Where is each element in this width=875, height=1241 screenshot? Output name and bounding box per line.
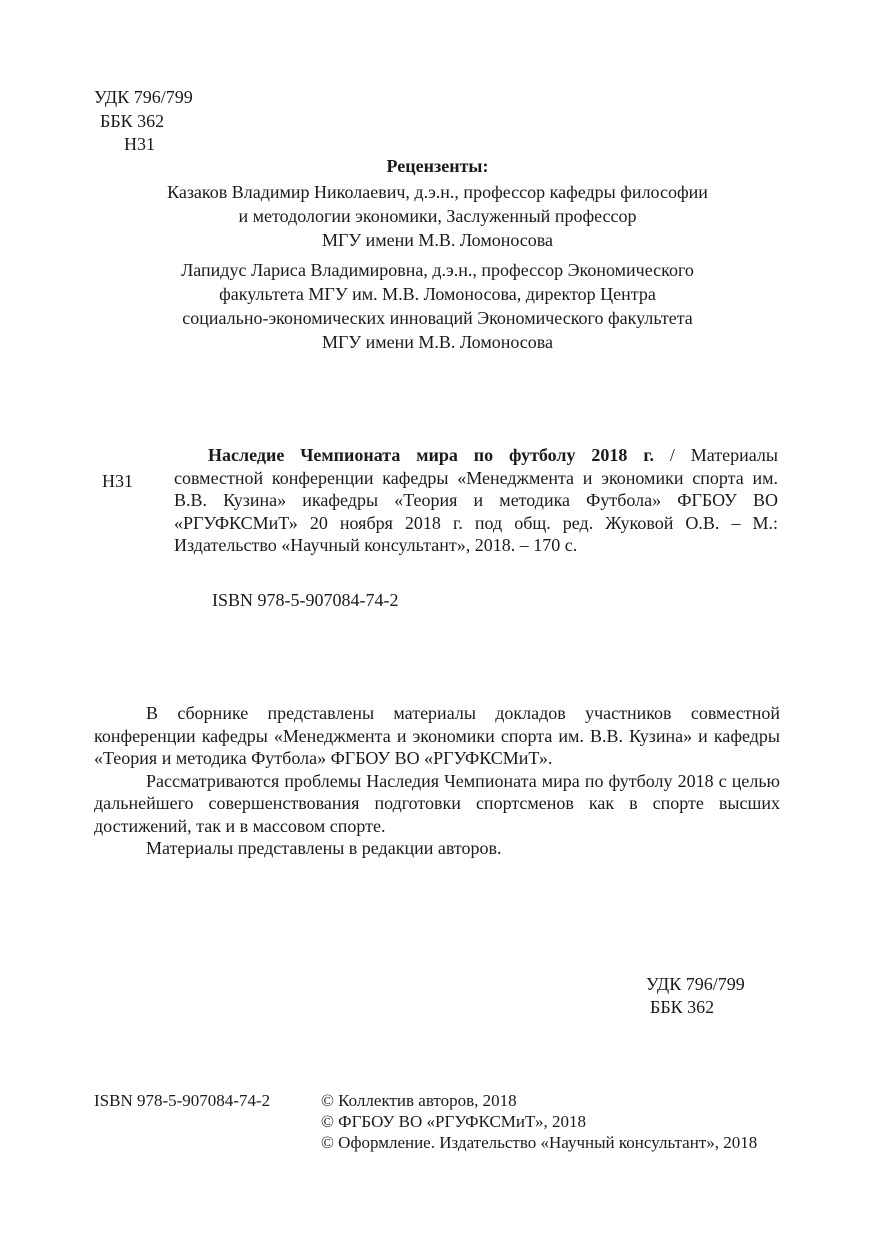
annotation-paragraph: Рассматриваются проблемы Наследия Чемпионата мира по футболу 2018 с целью дальнейшего совершенствования подготовки спортсменов как в спорте высших достижений, так и в массовом спорте. bbox=[94, 770, 780, 836]
annotation bbox=[94, 702, 780, 860]
isbn-record: ISBN 978-5-907084-74-2 bbox=[212, 590, 399, 610]
copyright-line: © Оформление. Издательство «Научный консультант», 2018 bbox=[321, 1133, 758, 1152]
reviewer-2-line: социально-экономических инноваций Экономического факультета bbox=[182, 308, 693, 328]
copyright-line: © ФГБОУ ВО «РГУФКСМиТ», 2018 bbox=[321, 1112, 586, 1131]
reviewer-1-line: Казаков Владимир Николаевич, д.э.н., профессор кафедры философии bbox=[167, 182, 708, 202]
reviewer-1-line: МГУ имени М.В. Ломоносова bbox=[321, 230, 554, 250]
copyright-line: © Коллектив авторов, 2018 bbox=[321, 1091, 517, 1110]
book-title: Наследие Чемпионата мира по футболу 2018 г. bbox=[208, 445, 654, 465]
author-mark-top: Н31 bbox=[124, 134, 155, 154]
reviewer-2 bbox=[90, 258, 785, 354]
copyright-block bbox=[321, 1090, 757, 1153]
reviewer-2-line: Лапидус Лариса Владимировна, д.э.н., профессор Экономического bbox=[181, 260, 694, 280]
reviewer-2-line: МГУ имени М.В. Ломоносова bbox=[321, 332, 554, 352]
reviewer-1 bbox=[90, 180, 785, 252]
annotation-paragraph: В сборнике представлены материалы докладов участников совместной конференции кафедры «Менеджмента и экономики спорта им. В.В. Кузина» и кафедры «Теория и методика Футбола» ФГБОУ ВО «РГУФКСМиТ». bbox=[94, 703, 780, 768]
author-mark-record: Н31 bbox=[102, 471, 133, 491]
reviewer-2-line: факультета МГУ им. М.В. Ломоносова, директор Центра bbox=[219, 284, 656, 304]
reviewers-heading: Рецензенты: bbox=[386, 156, 489, 176]
bbk-code-bottom: ББК 362 bbox=[650, 997, 715, 1017]
udk-code-bottom: УДК 796/799 bbox=[646, 974, 745, 994]
isbn-imprint: ISBN 978-5-907084-74-2 bbox=[94, 1091, 271, 1110]
udk-code-top: УДК 796/799 bbox=[94, 87, 193, 107]
bibliographic-record bbox=[174, 444, 778, 557]
book-description: / Материалы совместной конференции кафедры «Менеджмента и экономики спорта им. В.В. Кузина» икафедры «Теория и методика Футбола» ФГБОУ ВО «РГУФКСМиТ» 20 ноября 2018 г. под общ. ред. Жуковой О.В. – М.: Издательство «Научный консультант», 2018. – 170 с. bbox=[174, 445, 778, 555]
annotation-paragraph: Материалы представлены в редакции авторов. bbox=[146, 838, 502, 858]
reviewer-1-line: и методологии экономики, Заслуженный профессор bbox=[238, 206, 637, 226]
bbk-code-top: ББК 362 bbox=[100, 111, 165, 131]
